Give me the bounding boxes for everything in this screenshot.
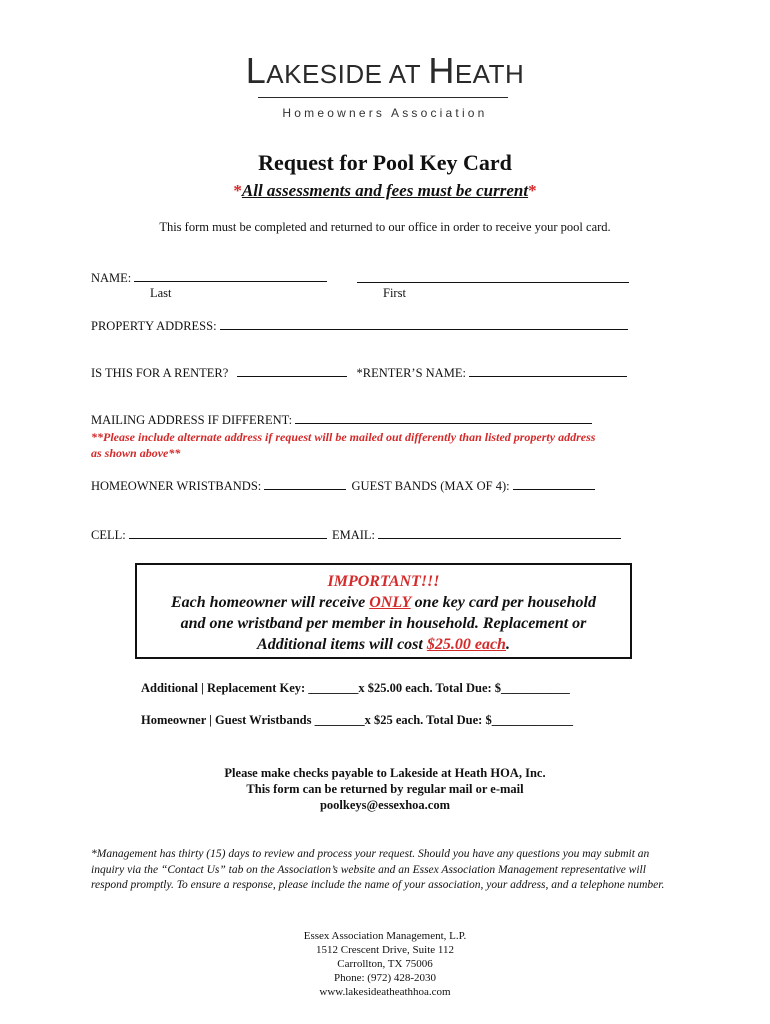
logo-text-part1: AKESIDE AT [266, 59, 429, 89]
important-line3 [137, 634, 630, 655]
management-note: *Management has thirty (15) days to review and process your request. Should you have any questions you may submit an inquiry via the “Contact Us” tab on the Association’s website and an Essex Association Management representative will respond promptly. To ensure a response, please include the name of your association, your address, and a telephone number. [91, 848, 665, 891]
property-address-field[interactable] [220, 318, 628, 330]
guest-bands-label: GUEST BANDS (MAX OF 4): [351, 479, 510, 493]
contact-row [91, 527, 621, 543]
footer-company: Essex Association Management, L.P. [303, 930, 467, 942]
important-line1-b: one key card per household [410, 594, 596, 611]
last-name-field[interactable] [134, 270, 327, 282]
important-line3-b: . [505, 636, 510, 653]
renter-name-label: *RENTER’S NAME: [356, 366, 466, 380]
footer-website[interactable]: www.lakesideatheathhoa.com [319, 986, 451, 998]
logo-subtitle: Homeowners Association [282, 106, 488, 120]
page-title: Request for Pool Key Card [258, 150, 512, 175]
cell-field[interactable] [129, 527, 327, 539]
important-line3-a: Additional items will cost [257, 636, 427, 653]
property-address-label: PROPERTY ADDRESS: [91, 319, 217, 333]
replacement-key-fee[interactable]: Additional | Replacement Key: ________x $25.00 each. Total Due: $___________ [141, 681, 570, 695]
assessments-notice [0, 181, 770, 201]
notice-star-left: * [233, 181, 242, 200]
important-line1 [137, 592, 630, 613]
important-price: $25.00 each [426, 636, 506, 653]
mailing-address-label: MAILING ADDRESS IF DIFFERENT: [91, 413, 293, 427]
association-logo-name [0, 50, 770, 92]
mailing-address-row [91, 412, 592, 428]
important-notice-box [135, 563, 632, 659]
renter-row [91, 365, 627, 381]
homeowner-wristbands-field[interactable] [264, 478, 346, 490]
mailing-note-line1: **Please include alternate address if request will be mailed out differently than listed property address [91, 430, 596, 444]
important-heading: IMPORTANT!!! [327, 573, 440, 590]
payment-line1: Please make checks payable to Lakeside at Heath HOA, Inc. [224, 766, 546, 780]
mailing-address-field[interactable] [295, 412, 592, 424]
homeowner-wristbands-label: HOMEOWNER WRISTBANDS: [91, 479, 262, 493]
wristbands-row [91, 478, 595, 494]
first-name-field[interactable] [357, 271, 629, 283]
last-label: Last [150, 286, 172, 300]
intro-text: This form must be completed and returned to our office in order to receive your pool card. [159, 220, 611, 234]
notice-star-right: * [528, 181, 537, 200]
renter-question-label: IS THIS FOR A RENTER? [91, 366, 229, 380]
renter-answer-field[interactable] [237, 365, 347, 377]
email-label: EMAIL: [331, 528, 376, 542]
important-line2: and one wristband per member in household. Replacement or [180, 615, 587, 632]
logo-text-part2: EATH [454, 59, 525, 89]
logo-initial-h: H [428, 50, 455, 91]
notice-text: All assessments and fees must be current [241, 181, 529, 200]
mailing-note-line2: as shown above** [91, 446, 181, 460]
name-row [91, 270, 327, 286]
payment-line2: This form can be returned by regular mail or e-mail [246, 782, 524, 796]
logo-divider [258, 97, 508, 98]
footer-city: Carrollton, TX 75006 [337, 958, 433, 970]
wristband-fee[interactable]: Homeowner | Guest Wristbands ________x $25 each. Total Due: $_____________ [141, 713, 573, 727]
cell-label: CELL: [91, 528, 126, 542]
important-only: ONLY [369, 594, 411, 611]
first-label: First [383, 286, 406, 300]
guest-bands-field[interactable] [513, 478, 595, 490]
footer-street: 1512 Crescent Drive, Suite 112 [316, 944, 454, 956]
property-address-row [91, 318, 628, 334]
logo-initial-l: L [245, 50, 267, 91]
name-label: NAME: [91, 271, 132, 285]
important-line1-a: Each homeowner will receive [171, 594, 370, 611]
footer-phone: Phone: (972) 428-2030 [333, 972, 437, 984]
payment-email[interactable]: poolkeys@essexhoa.com [319, 798, 451, 812]
email-field[interactable] [378, 527, 621, 539]
renter-name-field[interactable] [469, 365, 627, 377]
